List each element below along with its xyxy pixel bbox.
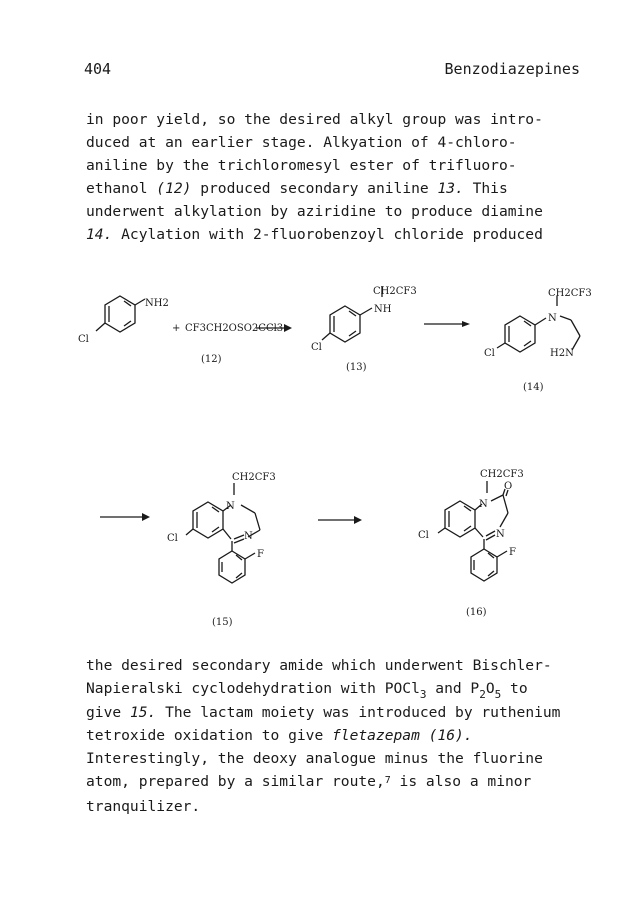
cl-label-16: Cl <box>418 530 429 541</box>
plus-sign: + <box>172 323 181 334</box>
text-run: tetroxide oxidation to give <box>86 727 333 744</box>
text-run: O <box>485 680 495 697</box>
f-label-16: F <box>509 547 516 558</box>
text-line <box>86 200 606 223</box>
text-line <box>86 108 606 131</box>
text-line <box>86 654 606 677</box>
n-label-16: N <box>479 499 488 510</box>
compound-label-15: (15) <box>212 617 233 628</box>
text-line <box>86 795 606 818</box>
text-run: ethanol <box>86 180 157 197</box>
f-label-15: F <box>257 549 264 560</box>
ch2cf3-label-16: CH2CF3 <box>480 469 524 480</box>
text-line <box>86 724 606 747</box>
cl-label-14: Cl <box>484 348 495 359</box>
n-imine-label-15: N <box>244 531 253 542</box>
text-run: This <box>463 180 508 197</box>
body-paragraph-bottom <box>86 654 606 818</box>
text-line <box>86 177 606 200</box>
text-run: Napieralski cyclodehydration with POCl <box>86 680 420 697</box>
text-run: in poor yield, so the desired alkyl group was intro- <box>86 111 543 128</box>
o-label-16: O <box>504 481 513 492</box>
cl-label-13: Cl <box>311 342 322 353</box>
text-line <box>86 154 606 177</box>
italic-ref: 14. <box>86 226 113 243</box>
text-run: aniline by the trichloromesyl ester of trifluoro- <box>86 157 517 174</box>
text-run: underwent alkylation by aziridine to produce diamine <box>86 203 543 220</box>
text-line <box>86 770 606 795</box>
text-run: atom, prepared by a similar route, <box>86 773 385 790</box>
text-run: Interestingly, the deoxy analogue minus the fluorine <box>86 750 543 767</box>
text-line <box>86 131 606 154</box>
body-paragraph-top <box>86 108 606 246</box>
text-run: is also a minor <box>390 773 532 790</box>
nh2-label-12: NH2 <box>145 298 169 309</box>
reaction-scheme-row-2 <box>0 455 638 635</box>
text-run: 2 <box>479 688 486 701</box>
running-title: Benzodiazepines <box>444 60 580 78</box>
footnote-ref: 7 <box>384 775 391 786</box>
italic-ref: (12) <box>156 180 192 197</box>
cl-label-12: Cl <box>78 334 89 345</box>
text-run: to <box>501 680 528 697</box>
compound-label-13: (13) <box>346 362 367 373</box>
compound-label-12: (12) <box>201 354 222 365</box>
text-run: tranquilizer. <box>86 798 201 815</box>
page-number: 404 <box>84 60 112 78</box>
h2n-label-14: H2N <box>550 348 574 359</box>
compound-label-14: (14) <box>523 382 544 393</box>
n-label-14: N <box>548 313 557 324</box>
text-line <box>86 223 606 246</box>
cl-label-15: Cl <box>167 533 178 544</box>
text-run: Acylation with 2-fluorobenzoyl chloride produced <box>112 226 543 243</box>
text-line <box>86 747 606 770</box>
phenyl-ring-15 <box>219 551 245 583</box>
compound-label-16: (16) <box>466 607 487 618</box>
italic-ref: fletazepam (16). <box>332 727 473 744</box>
phenyl-ring-16 <box>471 549 497 581</box>
text-run: give <box>86 704 130 721</box>
italic-ref: 15. <box>129 704 157 721</box>
text-line <box>86 701 606 724</box>
ch2cf3-label-15: CH2CF3 <box>232 472 276 483</box>
ch2cf3-label-13: CH2CF3 <box>373 286 417 297</box>
text-run: 3 <box>419 688 427 701</box>
text-run: produced secondary aniline <box>191 180 438 197</box>
text-line <box>86 677 606 701</box>
reaction-scheme-row-1 <box>0 268 638 398</box>
italic-ref: 13. <box>437 180 464 197</box>
ch2cf3-label-14: CH2CF3 <box>548 288 592 299</box>
text-run: the desired secondary amide which underwent Bischler- <box>86 657 552 674</box>
text-run: The lactam moiety was introduced by ruthenium <box>156 704 561 721</box>
text-run: and P <box>426 680 480 697</box>
nh-label-13: NH <box>374 304 392 315</box>
reagent-formula: CF3CH2OSO2CCl3 <box>185 323 284 334</box>
text-run: duced at an earlier stage. Alkyation of 4-chloro- <box>86 134 517 151</box>
text-run: 5 <box>494 688 502 701</box>
n-label-15: N <box>226 501 235 512</box>
n-imine-label-16: N <box>496 529 505 540</box>
